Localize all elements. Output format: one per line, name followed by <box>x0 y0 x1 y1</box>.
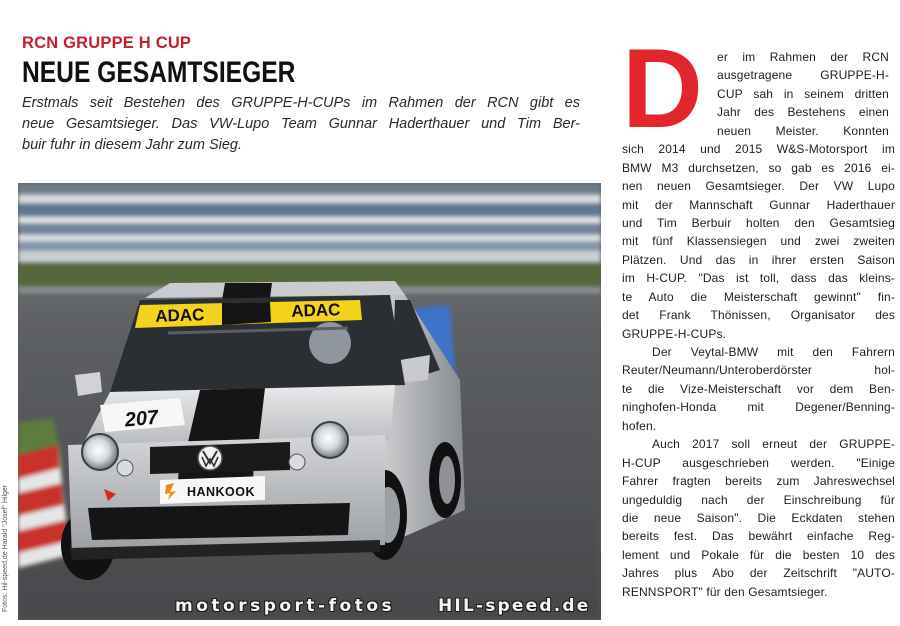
body-line: BMW M3 durchsetzen, so gab es 2016 ei- <box>622 160 895 175</box>
article-photo <box>18 183 601 620</box>
article-body <box>622 48 895 601</box>
banner-left-text: ADAC <box>154 305 205 326</box>
roof-stripe <box>222 283 272 300</box>
body-line: RENNSPORT" für den Gesamtsieger. <box>622 584 828 599</box>
body-line: GRUPPE-H-CUPs. <box>622 326 727 341</box>
body-line: im H-CUP. "Das ist toll, dass das kleins- <box>622 271 895 286</box>
body-line: Jahr des Bestehens einen <box>717 105 889 120</box>
photo-watermark-right: HIL-speed.de <box>438 596 591 616</box>
left-mirror <box>75 372 102 396</box>
car-number: 207 <box>123 406 160 432</box>
body-line: sich 2014 und 2015 W&S-Motorsport im <box>622 142 895 157</box>
body-line: Jahres plus Abo der Zeitschrift "AUTO- <box>622 566 895 581</box>
article-kicker: RCN GRUPPE H CUP <box>22 34 192 52</box>
body-line: Plätzen. Und das in ihrer ersten Saison <box>622 252 895 267</box>
intro-line: Erstmals seit Bestehen des GRUPPE-H-CUPs im Rahmen der RCN gibt es <box>22 95 580 111</box>
banner-right-text: ADAC <box>290 300 341 321</box>
race-car-photo <box>18 183 601 620</box>
body-line: ninghofen-Honda mit Degener/Benning- <box>622 400 895 415</box>
intro-line: neue Gesamtsieger. Das VW-Lupo Team Gunnar Haderthauer und Tim Ber- <box>22 116 580 132</box>
body-line: H-CUP ausgeschrieben werden. "Einige <box>622 455 895 470</box>
body-line: Fahrer fragten bereits zum Jahreswechsel <box>622 474 895 489</box>
body-line: bereits fest. Das bewährt einfache Reg- <box>622 529 895 544</box>
article-intro <box>22 93 580 156</box>
body-line: te Auto die Meisterschaft gewinnt" fin- <box>622 289 895 304</box>
body-line: Der Veytal-BMW mit den Fahrern <box>652 345 895 359</box>
banner-stripe <box>222 302 271 325</box>
body-line: er im Rahmen der RCN <box>717 50 889 64</box>
left-fog-light <box>117 460 133 476</box>
right-headlight <box>312 422 348 458</box>
body-line: det Frank Thönissen, Organisator des <box>622 308 895 323</box>
drop-cap: D <box>622 26 703 151</box>
photo-credit: Fotos: Hil-speed.de Harald "Josef" Hilger <box>2 484 9 612</box>
body-line: CUP sah in seinem dritten <box>717 86 889 101</box>
body-line: mit der Mannschaft Gunnar Haderthauer <box>622 197 895 212</box>
body-line: ungeduldig nach der Einschreibung für <box>622 492 895 507</box>
lower-intake <box>88 503 350 540</box>
article-title: NEUE GESAMTSIEGER <box>22 56 296 89</box>
rear-rim <box>439 456 455 504</box>
body-line: ausgetragene GRUPPE-H- <box>717 68 889 83</box>
body-line: mit fünf Klassensiegen und zwei zweiten <box>622 234 895 249</box>
sponsor-text: HANKOOK <box>186 485 256 499</box>
right-fog-light <box>289 454 305 470</box>
body-line: te die Vize-Meisterschaft vor dem Ben- <box>622 381 895 396</box>
body-line: die neue Saison". Die Eckdaten stehen <box>622 510 895 525</box>
intro-line: buir fuhr in diesem Jahr zum Sieg. <box>22 137 243 153</box>
photo-watermark-left: motorsport-fotos <box>175 596 396 616</box>
vw-logo-icon <box>198 446 222 470</box>
body-line: lement und Pokale für die besten 10 des <box>622 547 895 562</box>
body-line: und Tim Berbuir holten den Gesamtsieg <box>622 215 895 230</box>
body-line: Auch 2017 soll erneut der GRUPPE- <box>652 437 895 452</box>
left-headlight <box>82 434 118 470</box>
body-line: Reuter/Neumann/Unteroberdörster hol- <box>622 363 895 378</box>
body-line: nen neuen Gesamtsieger. Der VW Lupo <box>622 179 895 194</box>
body-line: neuen Meister. Konnten <box>717 123 889 138</box>
body-line: hofen. <box>622 418 657 433</box>
